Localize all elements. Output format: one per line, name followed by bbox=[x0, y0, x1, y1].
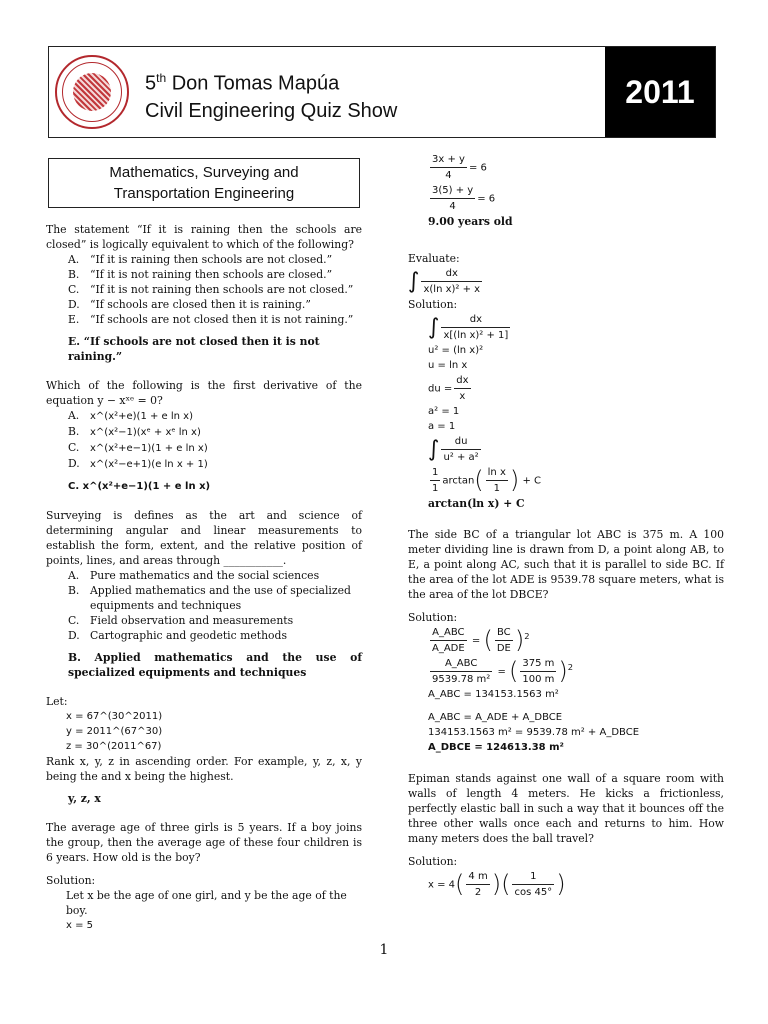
q2-answer: C. x^(x²+e−1)(1 + e ln x) bbox=[68, 481, 211, 492]
header-title: 5th Don Tomas Mapúa Civil Engineering Quiz Show bbox=[145, 71, 398, 122]
q4-x: x = 67^(30^2011) bbox=[66, 711, 163, 722]
option: C. x^(x²+e−1)(1 + e ln x) bbox=[68, 441, 208, 454]
q5-eq2: $\frac{3(5) + y}{4}$ = 6 bbox=[432, 185, 496, 212]
section-heading: Mathematics, Surveying and Transportation Engineering bbox=[48, 158, 360, 208]
q6-a-sq: a² = 1 bbox=[428, 406, 460, 417]
q7-solution-label: Solution: bbox=[408, 611, 458, 624]
option: D. x^(x²−e+1)(e ln x + 1) bbox=[68, 457, 208, 470]
q6-answer: arctan(ln x) + C bbox=[428, 497, 525, 510]
option: E. “If schools are not closed then it is not raining.” bbox=[68, 313, 354, 326]
q5-step2: x = 5 bbox=[66, 920, 94, 931]
option: A. Pure mathematics and the social sciences bbox=[68, 569, 320, 582]
q7-step-3: A_ABC = 134153.1563 m² bbox=[428, 689, 559, 700]
q6-integral-2: ∫ $\frac{dx}{\text{x[(ln x)² + 1]}}$ bbox=[428, 314, 509, 341]
q7-step-4: A_ABC = A_ADE + A_DBCE bbox=[428, 712, 563, 723]
question-7: The side BC of a triangular lot ABC is 375 m. A 100 meter dividing line is drawn from D, a point along AB, to E, a point along AC, such that it is parallel to side BC. If the area of the lot ADE is 9539.78 square meters, what is the area of the lot DBCE? bbox=[408, 528, 724, 601]
q5-solution-label: Solution: bbox=[46, 874, 96, 887]
q4-y: y = 2011^(67^30) bbox=[66, 726, 163, 737]
question-8: Epiman stands against one wall of a square room with walls of length 4 meters. He kicks a frictionless, perfectly elastic ball in such a way that it bounces off the three other walls once each and returns to him. How many meters does the ball travel? bbox=[408, 772, 724, 845]
option: D. “If schools are closed then it is raining.” bbox=[68, 298, 311, 311]
q6-u: u = ln x bbox=[428, 360, 468, 371]
q7-step-5: 134153.1563 m² = 9539.78 m² + A_DBCE bbox=[428, 727, 640, 738]
q2-options bbox=[46, 408, 362, 472]
q5-eq1: $\frac{3x + y}{4}$ = 6 bbox=[432, 154, 487, 181]
question-1: The statement “If it is raining then the schools are closed” is logically equivalent to which of the following? bbox=[46, 223, 362, 251]
option: B. “If it is not raining then schools are closed.” bbox=[68, 268, 333, 281]
q5-answer: 9.00 years old bbox=[428, 215, 513, 228]
q3-answer: B. Applied mathematics and the use of specialized equipments and techniques bbox=[68, 651, 362, 679]
q4-z: z = 30^(2011^67) bbox=[66, 741, 162, 752]
q6-a: a = 1 bbox=[428, 421, 456, 432]
left-column bbox=[46, 222, 362, 933]
university-seal-icon bbox=[55, 55, 129, 129]
q6-integral: ∫ $\frac{dx}{\text{x(ln x)² + x}}$ bbox=[408, 268, 481, 295]
q1-answer: E. “If schools are not closed then it is not raining.” bbox=[68, 335, 320, 363]
question-2: Which of the following is the first derivative of the equation y − xˣᵉ = 0? bbox=[46, 379, 362, 407]
question-3: Surveying is defines as the art and science of determining angular and linear measurements to establish the form, extent, and the relative position of points, lines, and areas through ___________. bbox=[46, 509, 362, 567]
document-header bbox=[48, 46, 716, 138]
option: A. x^(x²+e)(1 + e ln x) bbox=[68, 409, 194, 422]
q8-solution-label: Solution: bbox=[408, 855, 458, 868]
q6-result: $\frac{1}{1}$ arctan( $\frac{\text{ln x}}{1}$ ) + C bbox=[432, 466, 541, 494]
q8-equation: x = 4( $\frac{4 m}{2}$ )( $\frac{1}{\cos 45^\circ}$ ) bbox=[428, 870, 566, 898]
q7-ratio-2: $\frac{\text{A\_ABC}}{\text{9539.78 m²}}$ = ( $\frac{375 m}{100 m}$ )$^2$ bbox=[432, 657, 574, 685]
q6-integral-3: ∫ $\frac{du}{\text{u² + a²}}$ bbox=[428, 436, 479, 463]
q1-options bbox=[46, 252, 362, 327]
option: B. x^(x²−1)(xᵉ + xᵉ ln x) bbox=[68, 425, 201, 438]
right-column bbox=[408, 152, 724, 900]
q5-step1: Let x be the age of one girl, and y be the age of the boy. bbox=[66, 889, 347, 917]
q3-options bbox=[46, 568, 362, 643]
question-6: Evaluate: bbox=[408, 252, 460, 265]
q4-answer: y, z, x bbox=[68, 792, 101, 805]
question-4: Rank x, y, z in ascending order. For example, y, z, x, y being the and x being the highest. bbox=[46, 755, 362, 783]
q6-solution-label: Solution: bbox=[408, 298, 458, 311]
q6-du: du = $\frac{dx}{x}$ bbox=[428, 375, 469, 402]
year-badge: 2011 bbox=[605, 47, 715, 137]
q7-ratio-1: $\frac{\text{A\_ABC}}{\text{A\_ADE}}$ = ( $\frac{BC}{DE}$ )$^2$ bbox=[432, 626, 530, 654]
option: B. Applied mathematics and the use of specialized equipments and techniques bbox=[68, 584, 351, 612]
page-number: 1 bbox=[379, 942, 389, 958]
question-5: The average age of three girls is 5 years. If a boy joins the group, then the average age of these four children is 6 years. How old is the boy? bbox=[46, 821, 362, 864]
option: D. Cartographic and geodetic methods bbox=[68, 629, 287, 642]
q6-u-sq: u² = (ln x)² bbox=[428, 345, 484, 356]
option: C. Field observation and measurements bbox=[68, 614, 294, 627]
option: C. “If it is not raining then schools are not closed.” bbox=[68, 283, 354, 296]
q7-answer: A_DBCE = 124613.38 m² bbox=[428, 742, 564, 753]
q4-let: Let: bbox=[46, 695, 68, 708]
option: A. “If it is raining then schools are not closed.” bbox=[68, 253, 333, 266]
